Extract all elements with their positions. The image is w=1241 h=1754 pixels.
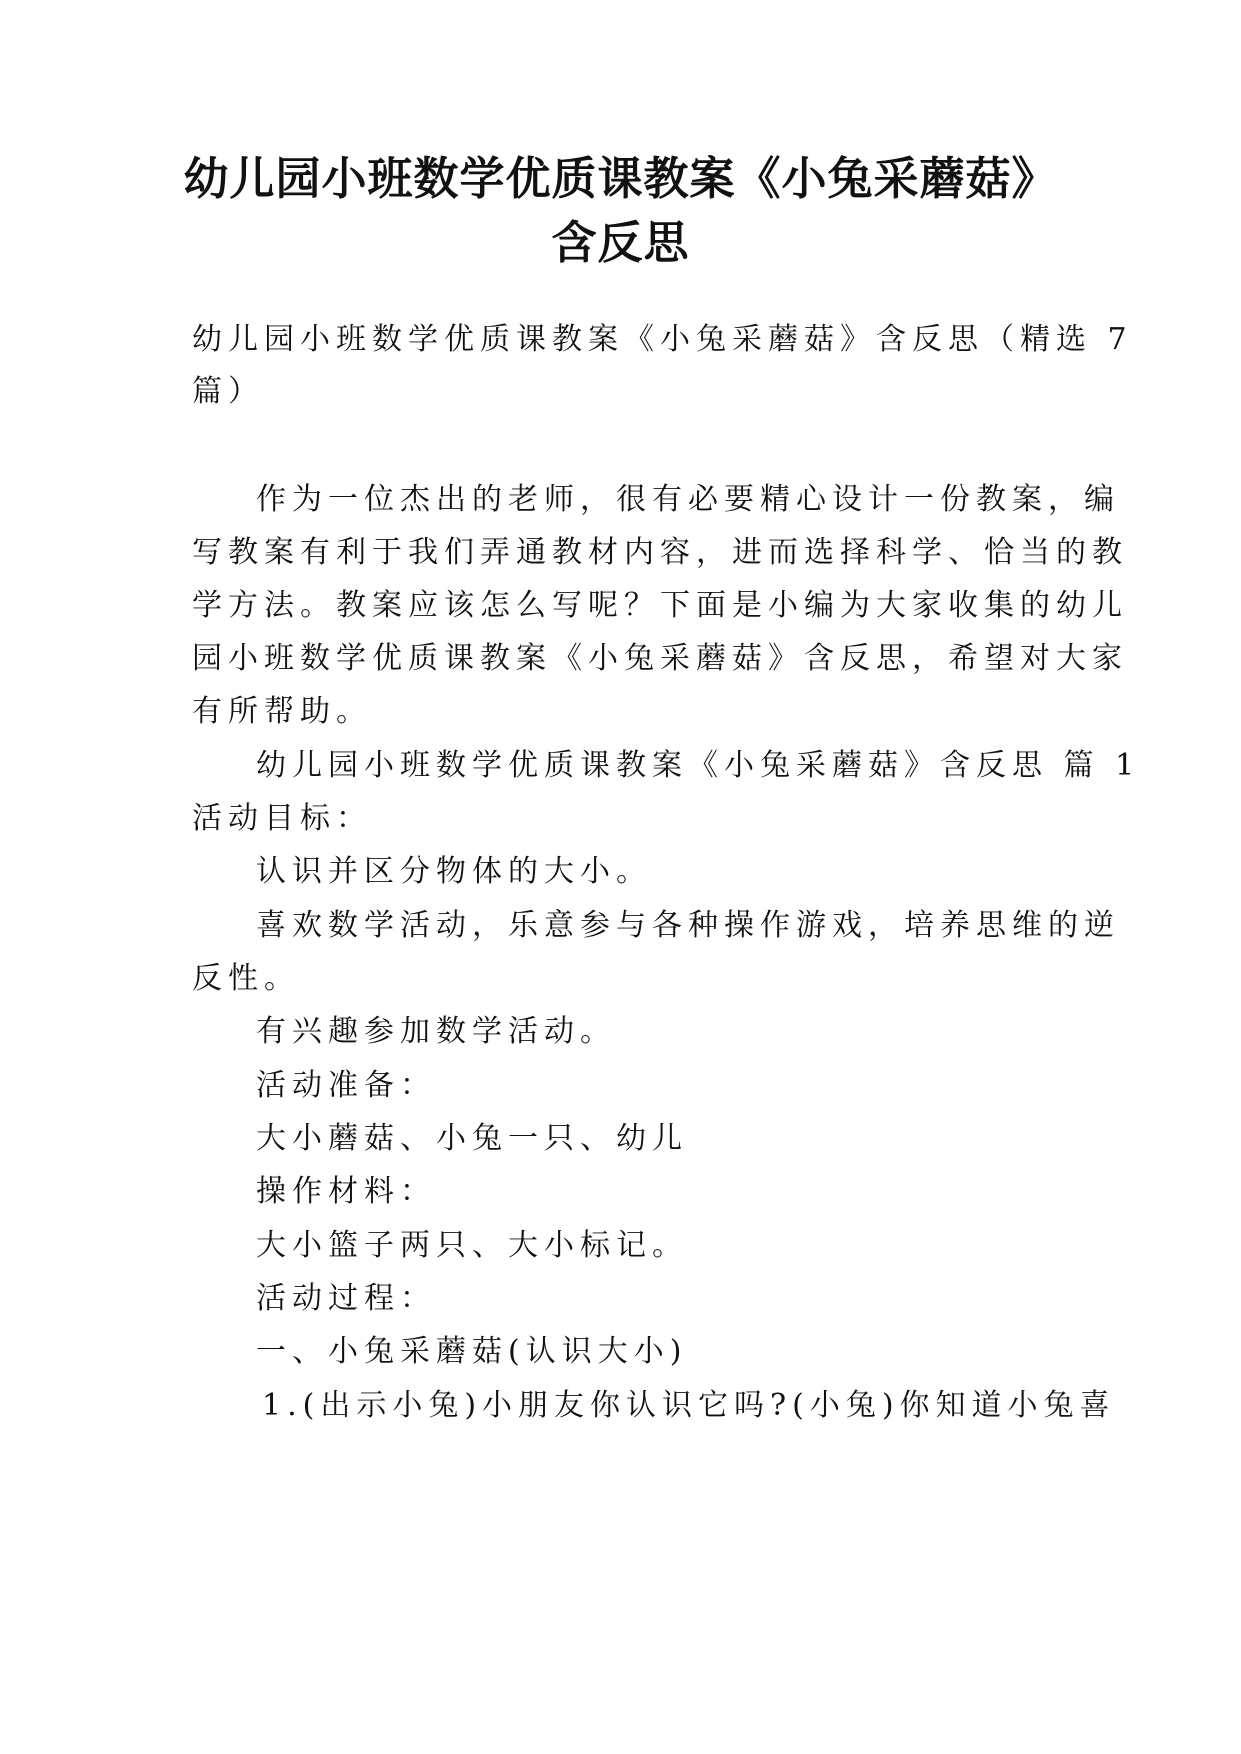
subtitle-line-1: 幼儿园小班数学优质课教案《小兔采蘑菇》含反思（精选 7 bbox=[192, 322, 1133, 357]
process-heading: 活动过程： bbox=[256, 1281, 436, 1316]
materials-items: 大小篮子两只、大小标记。 bbox=[256, 1228, 688, 1263]
intro-line-5: 有所帮助。 bbox=[192, 694, 372, 729]
document-title-line-2: 含反思 bbox=[551, 216, 690, 269]
goal-2-line-2: 反性。 bbox=[192, 961, 300, 996]
goal-1: 认识并区分物体的大小。 bbox=[256, 854, 652, 889]
prep-items: 大小蘑菇、小兔一只、幼儿 bbox=[256, 1121, 688, 1156]
document-title-line-1: 幼儿园小班数学优质课教案《小兔采蘑菇》 bbox=[183, 152, 1058, 205]
section-heading-line-2: 活动目标： bbox=[192, 801, 372, 836]
step-1-1: 1.(出示小兔)小朋友你认识它吗?(小兔)你知道小兔喜 bbox=[262, 1388, 1116, 1423]
goal-3: 有兴趣参加数学活动。 bbox=[256, 1014, 616, 1049]
intro-line-1: 作为一位杰出的老师，很有必要精心设计一份教案，编 bbox=[256, 482, 1120, 517]
intro-line-4: 园小班数学优质课教案《小兔采蘑菇》含反思，希望对大家 bbox=[192, 641, 1128, 676]
goal-2-line-1: 喜欢数学活动，乐意参与各种操作游戏，培养思维的逆 bbox=[256, 908, 1120, 943]
materials-heading: 操作材料： bbox=[256, 1174, 436, 1209]
intro-line-2: 写教案有利于我们弄通教材内容，进而选择科学、恰当的教 bbox=[192, 535, 1128, 570]
intro-line-3: 学方法。教案应该怎么写呢？下面是小编为大家收集的幼儿 bbox=[192, 588, 1128, 623]
section-heading-line-1: 幼儿园小班数学优质课教案《小兔采蘑菇》含反思 篇 1 bbox=[256, 748, 1141, 783]
prep-heading: 活动准备： bbox=[256, 1068, 436, 1103]
step-1: 一、小兔采蘑菇(认识大小) bbox=[256, 1334, 688, 1369]
subtitle-line-2: 篇） bbox=[192, 374, 264, 409]
